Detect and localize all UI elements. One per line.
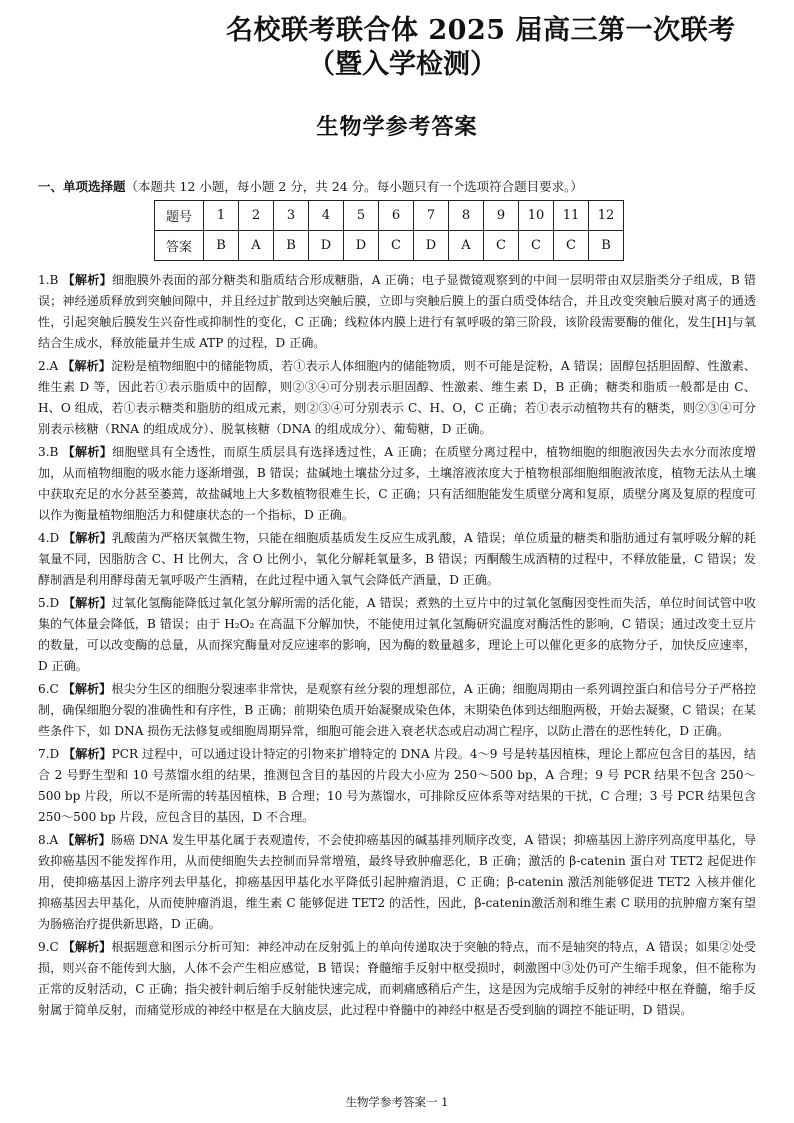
item-number: 2.A xyxy=(38,359,59,373)
answer-cell: B xyxy=(589,231,624,261)
question-number: 5 xyxy=(344,201,379,231)
answer-cell: B xyxy=(204,231,239,261)
item-text: 过氧化氢酶能降低过氧化氢分解所需的活化能，A 错误；煮熟的土豆片中的过氧化氢酶因变性而失活，单位时间试管中收集的气体量会降低，B 错误；由于 H₂O₂ 在高温下分解加快，不能使用过氧化氢酶研究温度对酶活性的影响，C 错误；通过改变土豆片的数量，可以改变酶的总量，从而探究酶量对反应速率的影响，因为酶的数量越多，理论上可以催化更多的底物分子，加快反应速率，D 正确。 xyxy=(38,596,756,673)
page-footer: 生物学参考答案一 1 xyxy=(345,1095,449,1109)
explanation-item xyxy=(38,937,756,1021)
answer-cell: C xyxy=(484,231,519,261)
question-number: 1 xyxy=(204,201,239,231)
answer-cell: D xyxy=(309,231,344,261)
question-number: 11 xyxy=(554,201,589,231)
item-number: 8.A xyxy=(38,833,59,847)
explanation-item xyxy=(38,528,756,591)
exam-subtitle: （暨入学检测） xyxy=(308,49,497,80)
explanation-item xyxy=(38,744,756,828)
exam-title: 名校联考联合体 2025 届高三第一次联考 xyxy=(226,15,736,46)
analysis-tag: 【解析】 xyxy=(62,940,112,954)
explanation-item xyxy=(38,270,756,354)
explanations xyxy=(38,270,756,1023)
question-number: 3 xyxy=(274,201,309,231)
item-number: 4.D xyxy=(38,531,60,545)
item-number: 7.D xyxy=(38,747,60,761)
item-text: 根据题意和图示分析可知：神经冲动在反射弧上的单向传递取决于突触的特点，而不是轴突的特点，A 错误；如果②处受损，则兴奋不能传到大脑，人体不会产生相应感觉，B 错误；脊髓缩手反射中枢受损时，刺激图中③处仍可产生缩手现象，但不能称为正常的反射活动，C 正确；指尖被针刺后缩手反射能快速完成，而刺痛感稍后产生，这是因为完成缩手反射的神经中枢在脊髓，缩手反射属于简单反射，而痛觉形成的神经中枢是在大脑皮层，此过程中脊髓中的神经中枢是否受到脑的调控不能证明，D 错误。 xyxy=(38,940,756,1017)
item-number: 5.D xyxy=(38,596,60,610)
number-row-label: 题号 xyxy=(155,201,204,231)
explanation-item xyxy=(38,356,756,440)
question-number: 12 xyxy=(589,201,624,231)
analysis-tag: 【解析】 xyxy=(62,273,113,287)
section-heading-note: （本题共 12 小题，每小题 2 分，共 24 分。每小题只有一个选项符合题目要求。） xyxy=(125,179,583,194)
section-heading-label: 一、单项选择题 xyxy=(38,179,126,194)
section-heading xyxy=(38,178,768,196)
explanation-item xyxy=(38,593,756,677)
item-text: 细胞膜外表面的部分糖类和脂质结合形成糖脂，A 正确；电子显微镜观察到的中间一层明带由双层脂类分子组成，B 错误；神经递质释放到突触间隙中，并且经过扩散到达突触后膜，立即与突触后膜上的蛋白质受体结合，并且改变突触后膜对离子的通透性，引起突触后膜发生兴奋性或抑制性的变化，C 正确；线粒体内膜上进行有氧呼吸的第三阶段，该阶段需要酶的催化，发生[H]与氧结合生成水，释放能量并生成 ATP 的过程，D 正确。 xyxy=(38,273,756,350)
question-number: 9 xyxy=(484,201,519,231)
item-text: 肠癌 DNA 发生甲基化属于表观遗传，不会使抑癌基因的碱基排列顺序改变，A 错误；抑癌基因上游序列高度甲基化，导致抑癌基因不能发挥作用，从而使细胞失去控制而异常增殖，最终导致肿瘤恶化，B 正确；激活的 β-catenin 蛋白对 TET2 起促进作用，使抑癌基因上游序列去甲基化，抑癌基因甲基化水平降低引起肿瘤消退，C 正确；β-catenin 激活剂能够促进 TET2 入核并催化抑癌基因去甲基化，从而使肿瘤消退，维生素 C 能够促进 TET2 的活性，因此，β-catenin激活剂和维生素 C 联用的抗肿瘤方案有望为肠癌治疗提供新思路，D 正确。 xyxy=(38,833,756,931)
analysis-tag: 【解析】 xyxy=(63,531,112,545)
analysis-tag: 【解析】 xyxy=(62,445,113,459)
analysis-tag: 【解析】 xyxy=(63,596,112,610)
answer-table xyxy=(154,200,624,261)
item-text: 根尖分生区的细胞分裂速率非常快，是观察有丝分裂的理想部位，A 正确；细胞周期由一系列调控蛋白和信号分子严格控制，确保细胞分裂的准确性和有序性，B 正确；前期染色质开始凝聚成染色体，末期染色体到达细胞两极，开始去凝聚，C 错误；在某些条件下，如 DNA 损伤无法修复或细胞周期异常，细胞可能会进入衰老状态或启动凋亡程序，以防止潜在的恶性转化，D 正确。 xyxy=(38,682,756,738)
explanation-item xyxy=(38,679,756,742)
question-number: 10 xyxy=(519,201,554,231)
item-text: 细胞壁具有全透性，而原生质层具有选择透过性，A 正确；在质壁分离过程中，植物细胞的细胞液因失去水分而浓度增加，从而植物细胞的吸水能力逐渐增强，B 错误；盐碱地土壤盐分过多，土壤溶液浓度大于植物根部细胞细胞液浓度，植物无法从土壤中获取充足的水分甚至萎蔫，故盐碱地上大多数植物很难生长，C 正确；只有活细胞能发生质壁分离和复原，质壁分离及复原的程度可以作为衡量植物细胞活力和健康状态的一个指标，D 正确。 xyxy=(38,445,756,522)
question-number: 8 xyxy=(449,201,484,231)
answer-cell: A xyxy=(449,231,484,261)
explanation-item xyxy=(38,442,756,526)
answer-table-number-row xyxy=(155,201,624,231)
question-number: 4 xyxy=(309,201,344,231)
analysis-tag: 【解析】 xyxy=(62,359,111,373)
analysis-tag: 【解析】 xyxy=(63,747,112,761)
answer-cell: D xyxy=(344,231,379,261)
explanation-item xyxy=(38,830,756,935)
item-text: PCR 过程中，可以通过设计特定的引物来扩增特定的 DNA 片段。4～9 号是转基因植株，理论上都应包含目的基因，结合 2 号野生型和 10 号蒸馏水组的结果，推测包含目的基因的片段大小应为 250～500 bp，A 合理；9 号 PCR 结果不包含 250～500 bp 片段，所以不是所需的转基因植株，B 合理；10 号为蒸馏水，可排除反应体系等对结果的干扰，C 合理；3 号 PCR 结果包含 250～500 bp 片段，应包含目的基因，D 不合理。 xyxy=(38,747,756,824)
item-text: 淀粉是植物细胞中的储能物质，若①表示人体细胞内的储能物质，则不可能是淀粉，A 错误；固醇包括胆固醇、性激素、维生素 D 等，因此若①表示脂质中的固醇，则②③④可分别表示胆固醇、性激素、维生素 D，B 正确；糖类和脂质一般都是由 C、H、O 组成，若①表示糖类和脂肪的组成元素，则②③④可分别表示 C、H、O，C 正确；若①表示动植物共有的糖类，则②③④可分别表示核糖（RNA 的组成成分）、脱氧核糖（DNA 的组成成分）、葡萄糖，D 正确。 xyxy=(38,359,756,436)
item-text: 乳酸菌为严格厌氧微生物，只能在细胞质基质发生反应生成乳酸，A 错误；单位质量的糖类和脂肪通过有氧呼吸分解的耗氧量不同，因脂肪含 C、H 比例大，含 O 比例小，氧化分解耗氧量多，B 错误；丙酮酸生成酒精的过程中，不释放能量，C 错误；发酵制酒是利用酵母菌无氧呼吸产生酒精，在此过程中通入氧气会降低产酒量，D 正确。 xyxy=(38,531,756,587)
answer-cell: C xyxy=(379,231,414,261)
answer-table-answer-row xyxy=(155,231,624,261)
analysis-tag: 【解析】 xyxy=(62,833,111,847)
answer-cell: D xyxy=(414,231,449,261)
subject-title: 生物学参考答案 xyxy=(316,114,478,140)
analysis-tag: 【解析】 xyxy=(62,682,112,696)
item-number: 9.C xyxy=(38,940,59,954)
item-number: 3.B xyxy=(38,445,59,459)
answer-row-label: 答案 xyxy=(155,231,204,261)
item-number: 6.C xyxy=(38,682,59,696)
question-number: 6 xyxy=(379,201,414,231)
question-number: 2 xyxy=(239,201,274,231)
item-number: 1.B xyxy=(38,273,59,287)
question-number: 7 xyxy=(414,201,449,231)
answer-cell: A xyxy=(239,231,274,261)
answer-cell: B xyxy=(274,231,309,261)
answer-cell: C xyxy=(519,231,554,261)
answer-cell: C xyxy=(554,231,589,261)
